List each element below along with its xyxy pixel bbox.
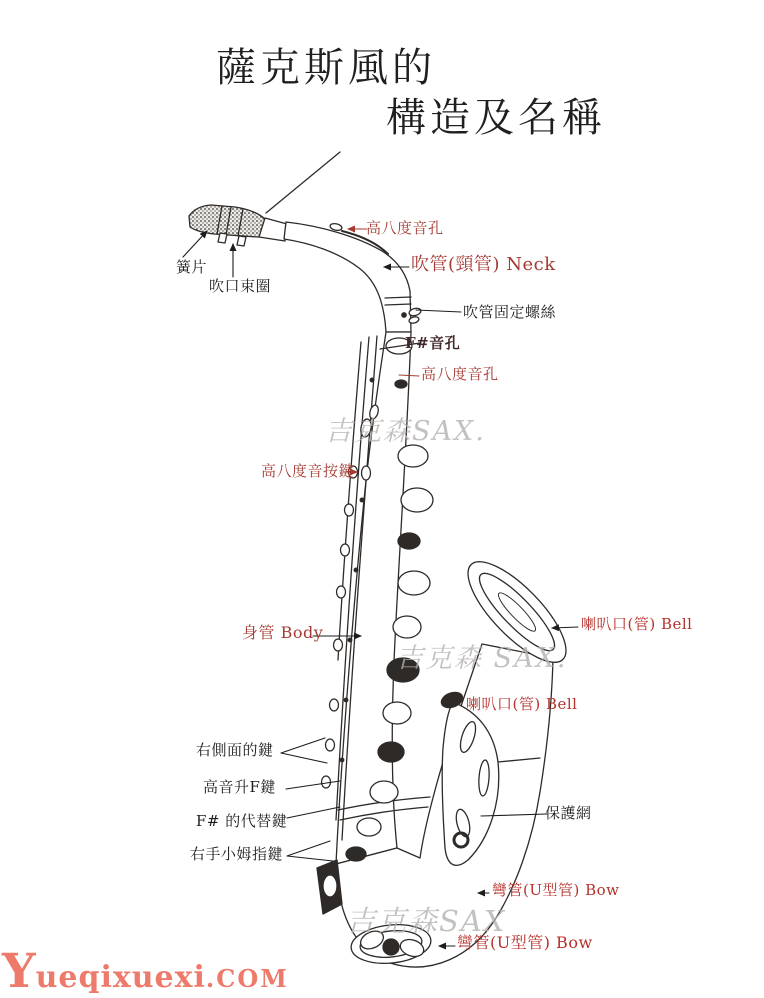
- label-guard: 保護網: [545, 804, 592, 822]
- label-octave-vent-top: 高八度音孔: [366, 219, 444, 237]
- logo-separator: .: [205, 964, 217, 993]
- label-f-sharp-tone-hole: F#音孔: [405, 334, 461, 352]
- neck-tube: [284, 222, 422, 332]
- logo-initial: Y: [2, 944, 36, 998]
- page-title-line1: 薩克斯風的: [216, 45, 436, 91]
- logo-rest: ueqixuexi: [35, 960, 206, 995]
- watermark-upper: 吉克森SAX.: [325, 416, 486, 447]
- page-title-line2: 構造及名稱: [386, 95, 606, 141]
- mouthpiece-pointer-line: [266, 152, 340, 213]
- label-f-sharp-alt-key: F# 的代替鍵: [196, 812, 288, 830]
- label-bell-upper: 喇叭口(管) Bell: [581, 615, 693, 633]
- label-bell-lower: 喇叭口(管) Bell: [466, 695, 578, 713]
- label-octave-key: 高八度音按鍵: [261, 462, 355, 480]
- label-right-side-keys: 右側面的鍵: [196, 741, 274, 759]
- label-ligature: 吹口束圈: [209, 277, 272, 295]
- label-bow-lower: 彎管(U型管) Bow: [457, 933, 593, 952]
- label-body: 身管 Body: [242, 623, 324, 642]
- watermark-lower: 吉克森SAX: [346, 904, 507, 938]
- label-bow-upper: 彎管(U型管) Bow: [492, 881, 620, 899]
- logo-tld: COM: [216, 964, 289, 993]
- site-logo: [2, 944, 289, 998]
- mouthpiece: [189, 205, 287, 246]
- watermark-middle: 吉克森 SAX.: [396, 643, 568, 674]
- label-high-f-sharp-key: 高音升F鍵: [203, 778, 276, 796]
- label-neck: 吹管(頸管) Neck: [411, 254, 556, 275]
- label-right-pinky-keys: 右手小姆指鍵: [190, 845, 284, 863]
- label-reed: 簧片: [176, 258, 208, 276]
- label-neck-set-screw: 吹管固定螺絲: [463, 303, 557, 321]
- label-octave-vent-body: 高八度音孔: [421, 365, 499, 383]
